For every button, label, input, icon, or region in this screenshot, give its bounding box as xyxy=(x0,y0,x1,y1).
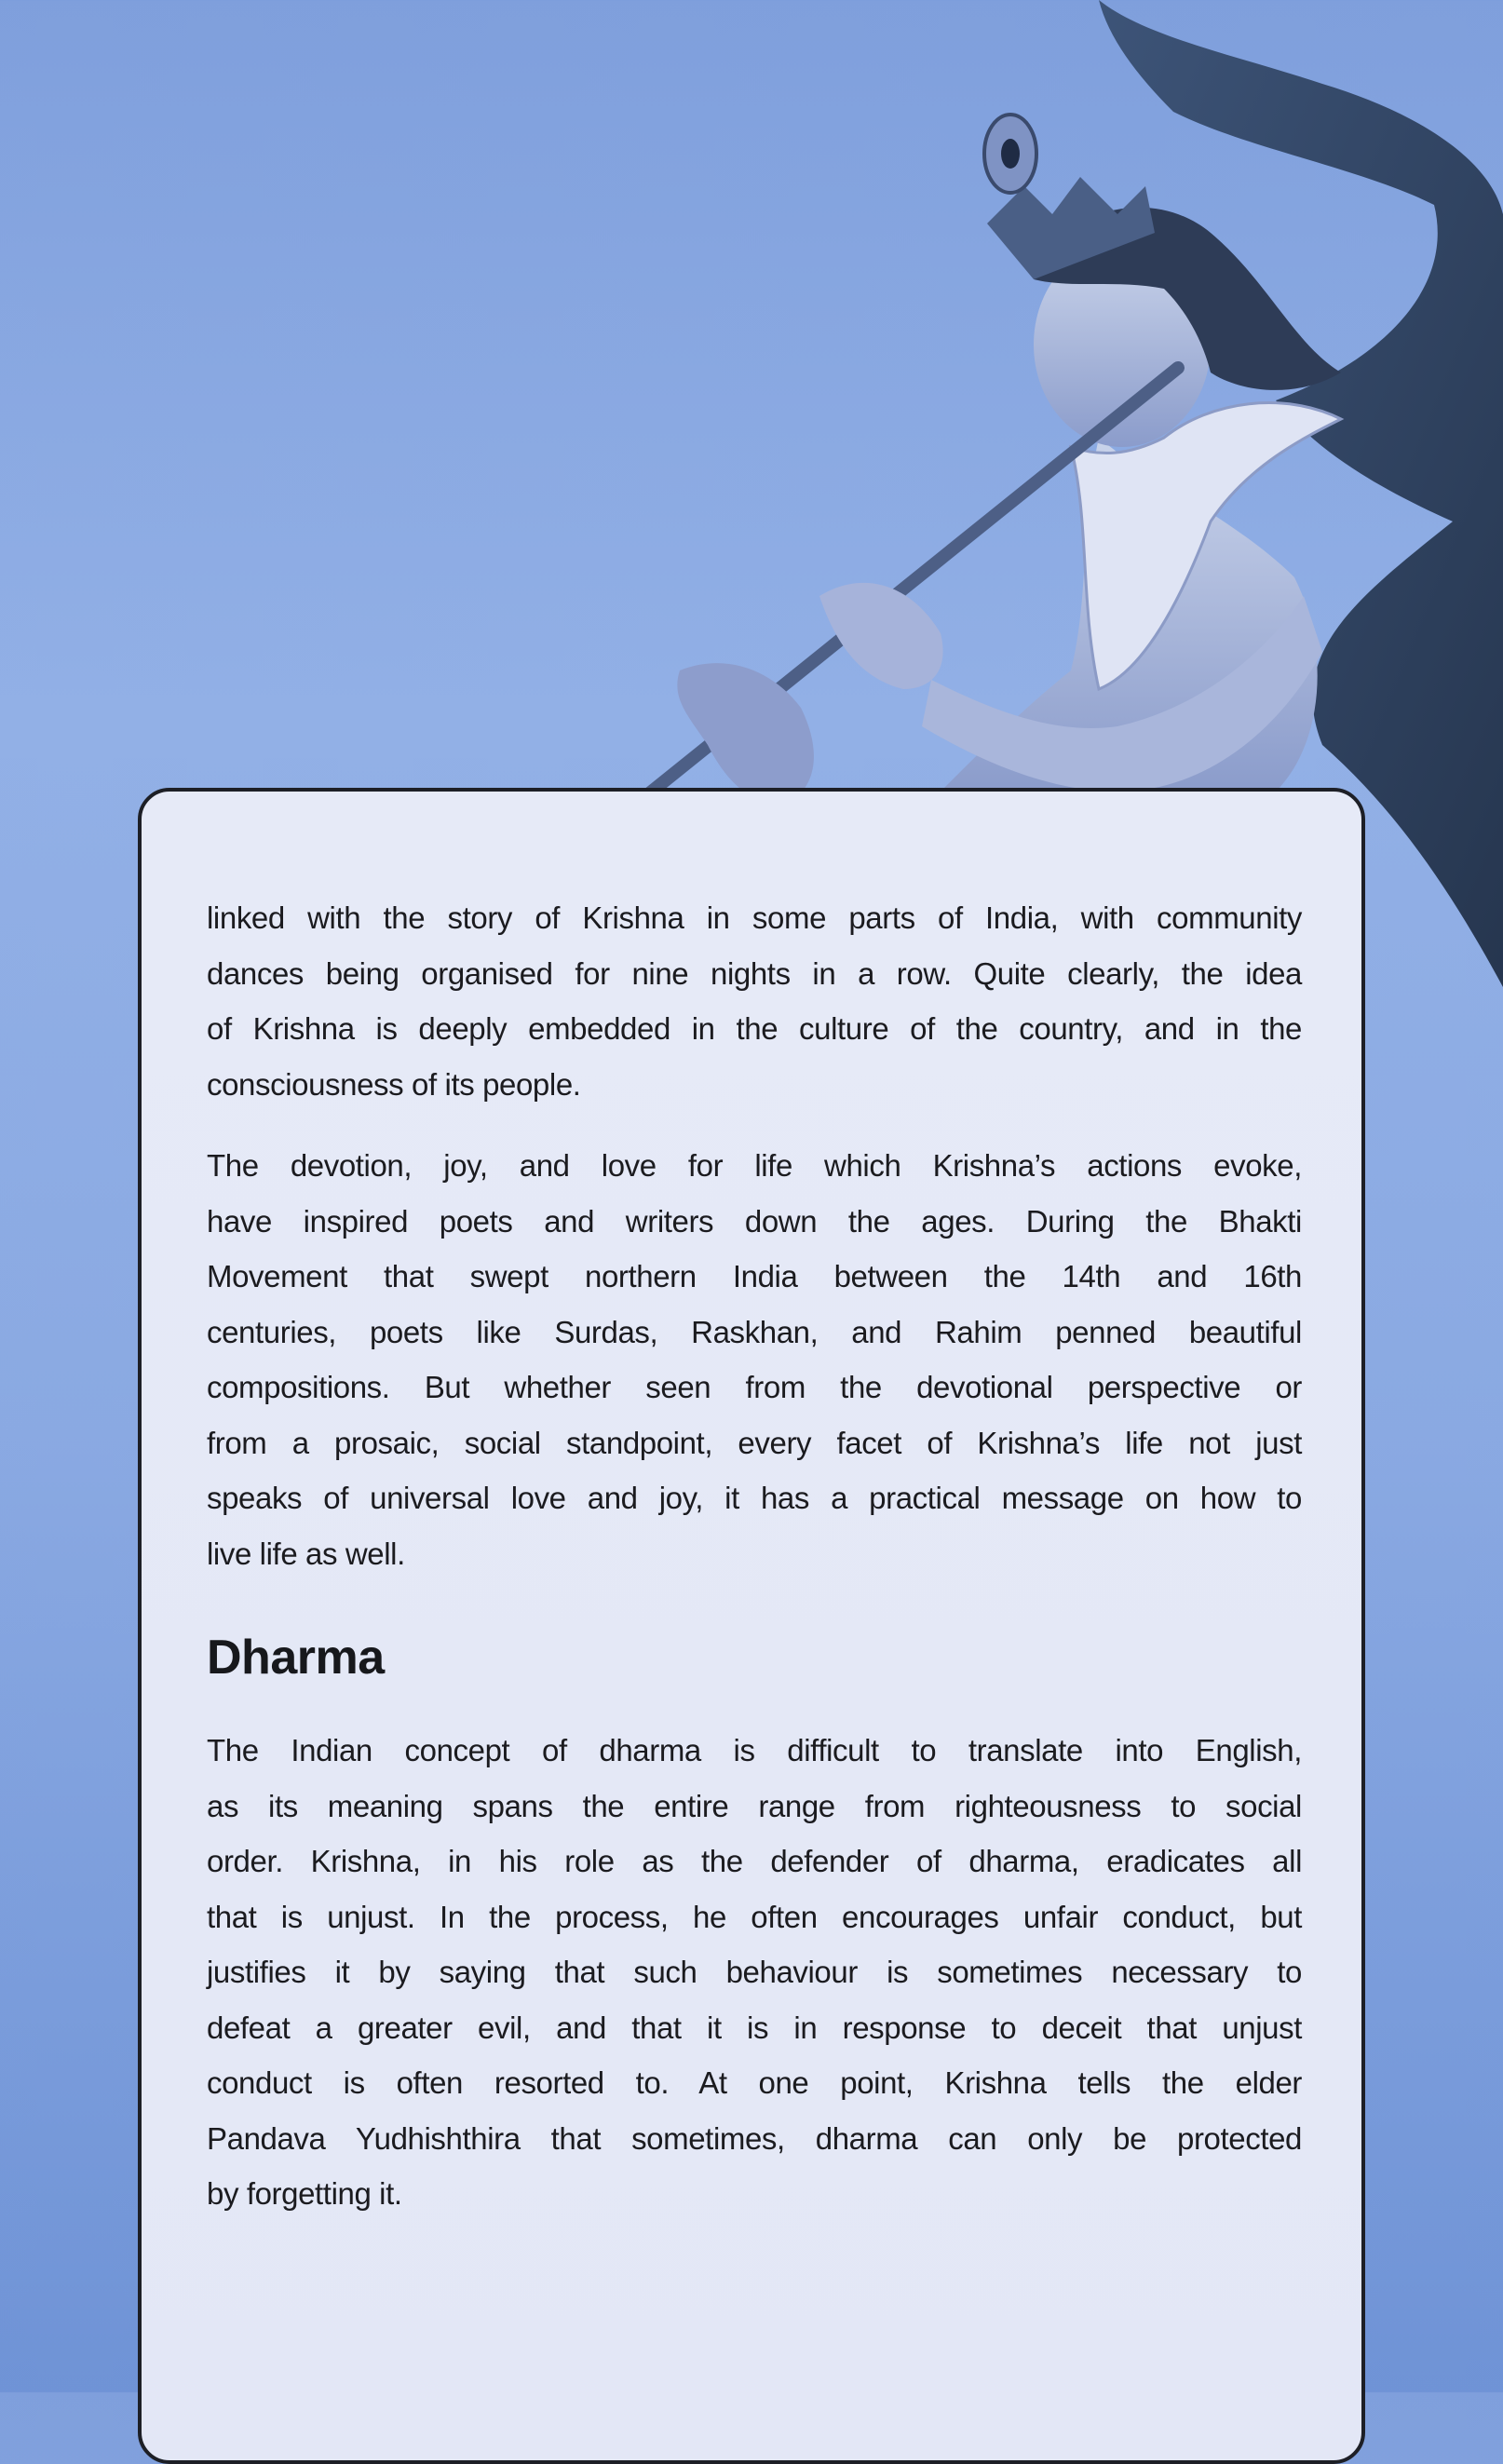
text-line: consciousness of its people. xyxy=(207,1066,581,1102)
text-line: Movement that swept northern India between the 14th and 16th xyxy=(207,1259,1302,1293)
text-line: live life as well. xyxy=(207,1536,405,1571)
text-line: of Krishna is deeply embedded in the culture of the country, and in the xyxy=(207,1011,1302,1046)
text-line: compositions. But whether seen from the devotional perspective or xyxy=(207,1370,1302,1404)
text-line: The devotion, joy, and love for life which Krishna’s actions evoke, xyxy=(207,1148,1302,1183)
text-line: The Indian concept of dharma is difficult to translate into English, xyxy=(207,1733,1302,1767)
hand-shape xyxy=(819,583,943,689)
text-line: Pandava Yudhishthira that sometimes, dharma can only be protected xyxy=(207,2120,1302,2156)
text-line: that is unjust. In the process, he often encourages unfair conduct, but xyxy=(207,1899,1302,1934)
text-line: justifies it by saying that such behaviour is sometimes necessary to xyxy=(207,1955,1302,1989)
text-line: speaks of universal love and joy, it has a practical message on how to xyxy=(207,1481,1302,1515)
text-line: from a prosaic, social standpoint, every facet of Krishna’s life not just xyxy=(207,1425,1302,1460)
text-line: by forgetting it. xyxy=(207,2176,402,2211)
text-line: have inspired poets and writers down the ages. During the Bhakti xyxy=(207,1203,1302,1239)
paragraph xyxy=(207,890,1302,1112)
text-line: linked with the story of Krishna in some parts of India, with community xyxy=(207,900,1302,935)
text-card xyxy=(138,788,1365,2464)
text-line: conduct is often resorted to. At one point, Krishna tells the elder xyxy=(207,2065,1302,2100)
text-line: dances being organised for nine nights in a row. Quite clearly, the idea xyxy=(207,955,1302,991)
section-heading: Dharma xyxy=(207,1631,385,1685)
text-line: defeat a greater evil, and that it is in response to deceit that unjust xyxy=(207,2010,1302,2045)
text-line: as its meaning spans the entire range from righteousness to social xyxy=(207,1788,1302,1823)
paragraph xyxy=(207,1138,1302,1581)
text-line: centuries, poets like Surdas, Raskhan, and Rahim penned beautiful xyxy=(207,1314,1302,1349)
paragraph xyxy=(207,1723,1302,2222)
text-line: order. Krishna, in his role as the defender of dharma, eradicates all xyxy=(207,1844,1302,1878)
